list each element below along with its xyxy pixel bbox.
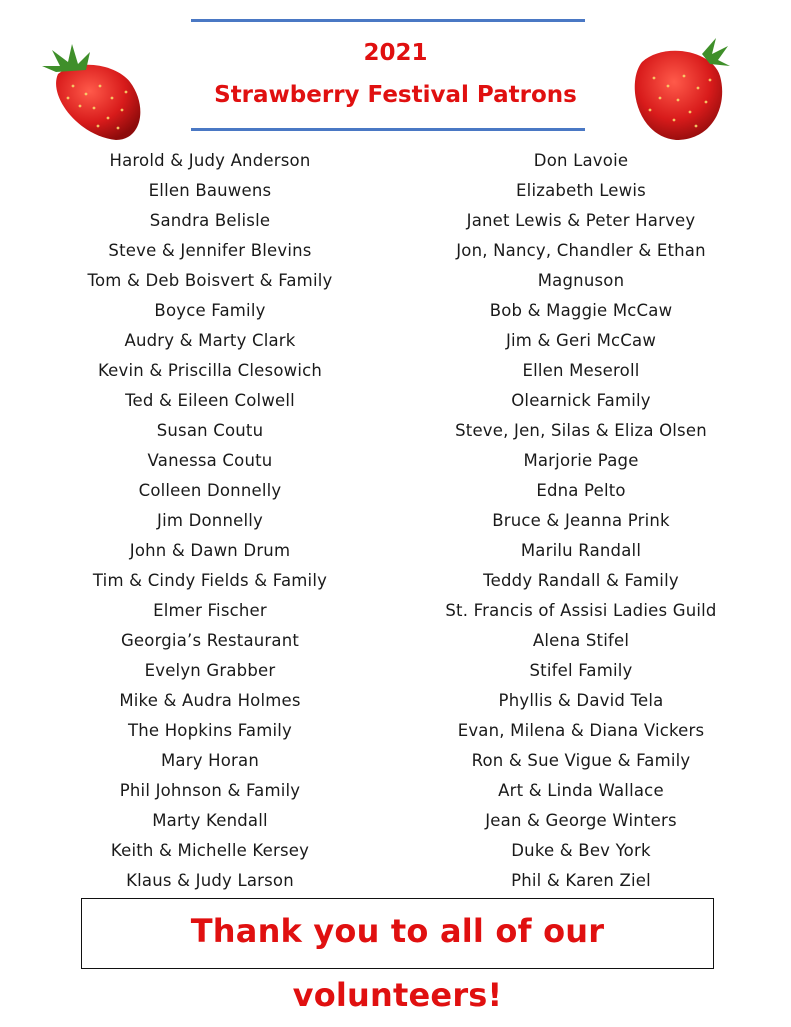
patron-name: Steve, Jen, Silas & Eliza Olsen bbox=[455, 421, 707, 440]
patron-name: Janet Lewis & Peter Harvey bbox=[466, 211, 696, 230]
patron-name: Audry & Marty Clark bbox=[124, 331, 296, 350]
patron-name: Marilu Randall bbox=[520, 541, 642, 560]
patron-name: Georgia’s Restaurant bbox=[120, 631, 300, 650]
patron-name: Don Lavoie bbox=[533, 151, 629, 170]
patron-name: Mary Horan bbox=[161, 751, 259, 770]
patron-name: Ellen Bauwens bbox=[148, 181, 272, 200]
patron-name: Bruce & Jeanna Prink bbox=[492, 511, 670, 530]
patron-name: Sandra Belisle bbox=[149, 211, 271, 230]
patron-name: St. Francis of Assisi Ladies Guild bbox=[445, 601, 717, 620]
patron-name: Duke & Bev York bbox=[511, 841, 651, 860]
page-title: Strawberry Festival Patrons bbox=[214, 82, 577, 108]
patron-name: Phyllis & David Tela bbox=[498, 691, 664, 710]
patron-name: Bob & Maggie McCaw bbox=[489, 301, 673, 320]
thanks-text: Thank you to all of our volunteers! bbox=[190, 912, 605, 1014]
patron-name: Evan, Milena & Diana Vickers bbox=[457, 721, 705, 740]
patron-name: Tim & Cindy Fields & Family bbox=[92, 571, 328, 590]
patron-name: Elmer Fischer bbox=[153, 601, 267, 620]
patron-name: Klaus & Judy Larson bbox=[126, 871, 294, 890]
patron-name: Tom & Deb Boisvert & Family bbox=[87, 271, 333, 290]
patron-name: Alena Stifel bbox=[532, 631, 630, 650]
patron-name: Jon, Nancy, Chandler & Ethan bbox=[456, 241, 706, 260]
patron-name: Evelyn Grabber bbox=[144, 661, 276, 680]
top-divider bbox=[191, 19, 585, 22]
patron-name: Ellen Meseroll bbox=[522, 361, 640, 380]
patron-name: Harold & Judy Anderson bbox=[109, 151, 311, 170]
patron-name: Ron & Sue Vigue & Family bbox=[471, 751, 691, 770]
patrons-column-left bbox=[10, 148, 410, 898]
patron-name: Elizabeth Lewis bbox=[516, 181, 646, 200]
patron-name: Colleen Donnelly bbox=[138, 481, 282, 500]
patrons-column-right bbox=[381, 148, 781, 898]
patron-name: Magnuson bbox=[537, 271, 625, 290]
patron-name: Keith & Michelle Kersey bbox=[110, 841, 310, 860]
patron-name: Steve & Jennifer Blevins bbox=[108, 241, 312, 260]
patron-name: Edna Pelto bbox=[536, 481, 626, 500]
patron-name: Mike & Audra Holmes bbox=[119, 691, 301, 710]
strawberry-icon bbox=[624, 32, 736, 144]
patron-name: Teddy Randall & Family bbox=[483, 571, 679, 590]
patron-name: Susan Coutu bbox=[156, 421, 264, 440]
patron-name: Jim & Geri McCaw bbox=[505, 331, 657, 350]
strawberry-icon bbox=[38, 36, 148, 146]
title-year: 2021 bbox=[363, 40, 428, 66]
patron-name: Kevin & Priscilla Clesowich bbox=[97, 361, 323, 380]
patron-name: John & Dawn Drum bbox=[129, 541, 291, 560]
patron-name: Phil & Karen Ziel bbox=[511, 871, 651, 890]
patron-name: Marty Kendall bbox=[152, 811, 268, 830]
patron-name: Marjorie Page bbox=[523, 451, 639, 470]
patron-name: The Hopkins Family bbox=[127, 721, 293, 740]
patron-name: Jim Donnelly bbox=[157, 511, 263, 530]
patron-name: Phil Johnson & Family bbox=[119, 781, 301, 800]
patron-name: Ted & Eileen Colwell bbox=[125, 391, 295, 410]
patron-name: Jean & George Winters bbox=[485, 811, 677, 830]
thanks-banner bbox=[81, 898, 714, 1014]
patron-name: Boyce Family bbox=[154, 301, 266, 320]
patron-name: Art & Linda Wallace bbox=[498, 781, 664, 800]
patron-name: Stifel Family bbox=[529, 661, 633, 680]
patron-name: Olearnick Family bbox=[511, 391, 651, 410]
bottom-divider bbox=[191, 128, 585, 131]
patron-name: Vanessa Coutu bbox=[147, 451, 273, 470]
